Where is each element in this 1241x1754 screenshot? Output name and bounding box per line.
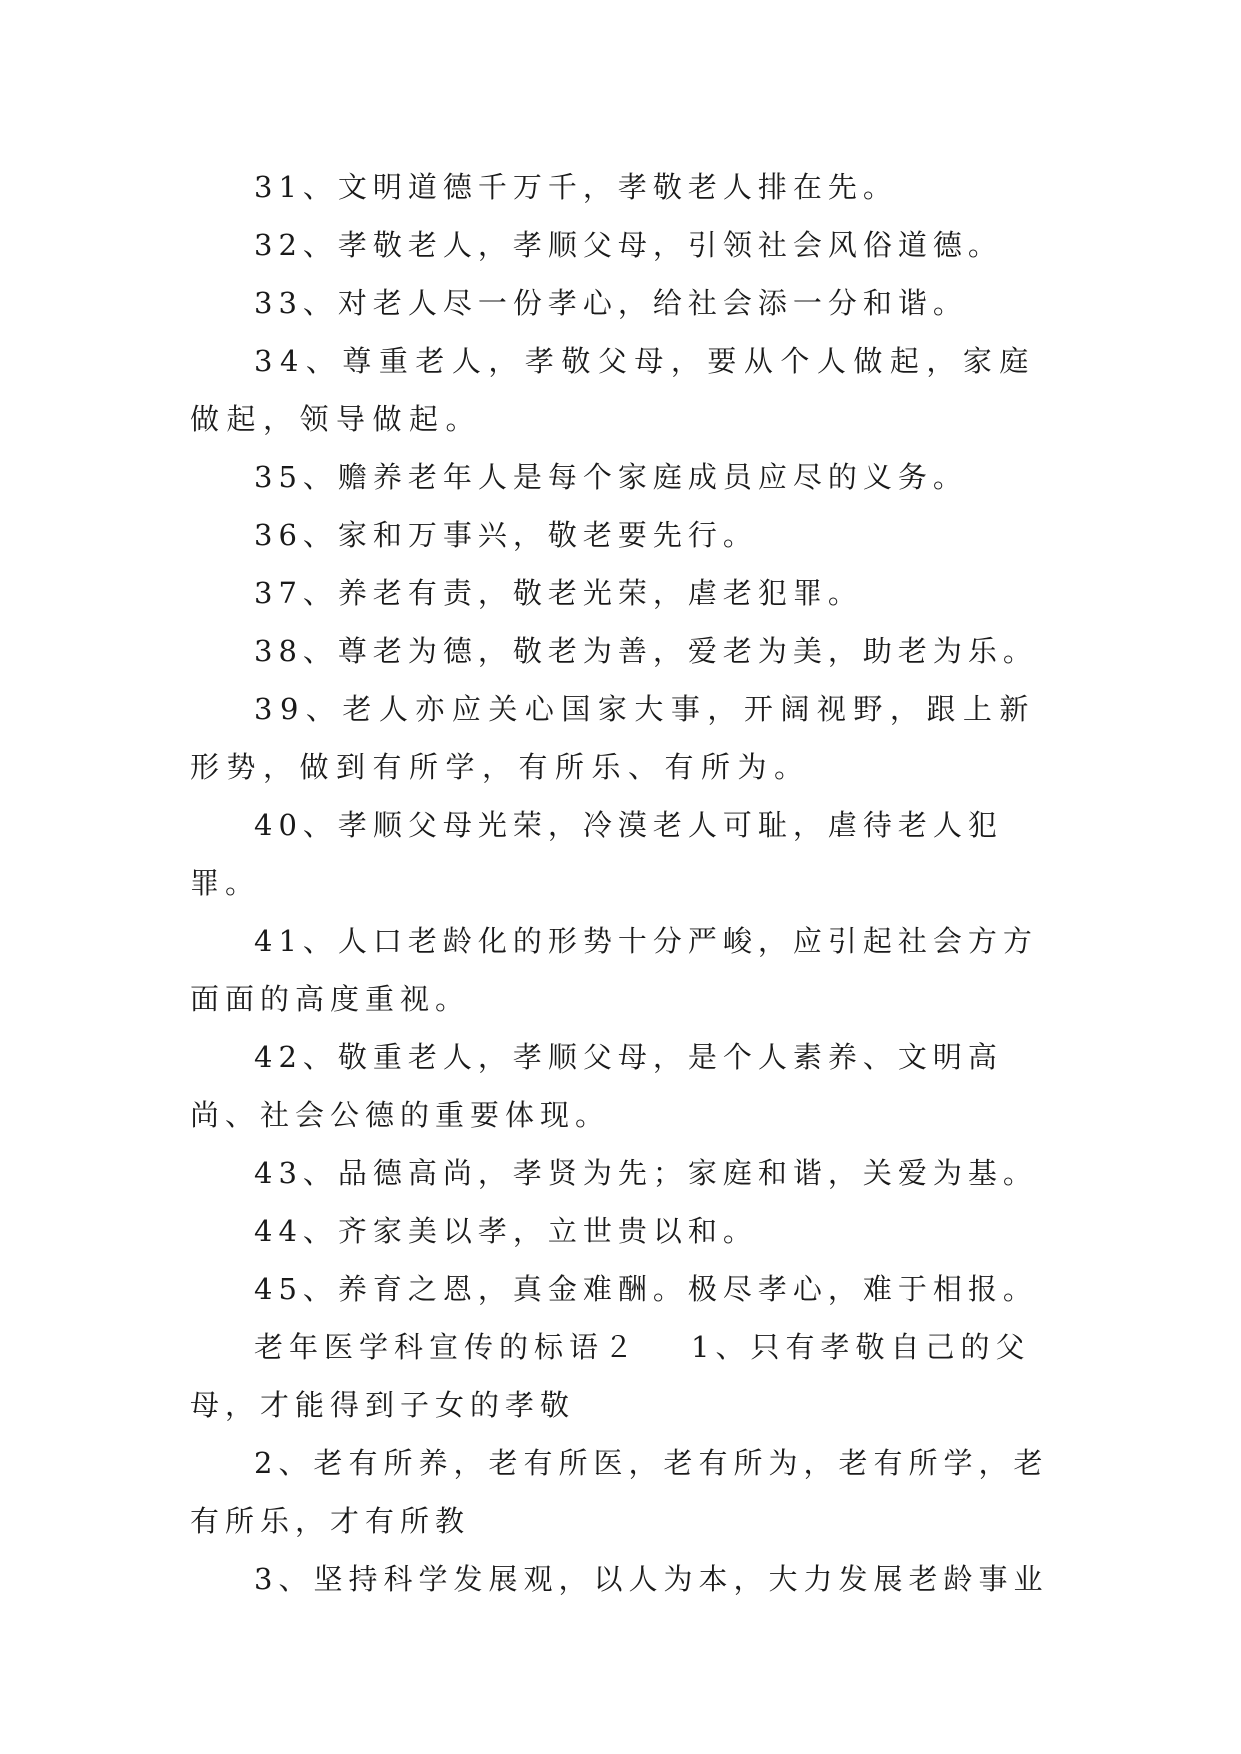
- slogan-41: 41、人口老龄化的形势十分严峻，应引起社会方方面面的高度重视。: [190, 924, 1038, 1016]
- slogan-38: 38、尊老为德，敬老为善，爱老为美，助老为乐。: [254, 634, 1038, 668]
- slogan-36: 36、家和万事兴，敬老要先行。: [254, 518, 758, 552]
- slogan-42: 42、敬重老人，孝顺父母，是个人素养、文明高尚、社会公德的重要体现。: [190, 1040, 1003, 1132]
- section-item-1: 1、只有孝敬自己的父母，才能得到子女的孝敬: [190, 1330, 1031, 1422]
- document-body: [190, 158, 1070, 1608]
- section-item-3: 3、坚持科学发展观，以人为本，大力发展老龄事业: [254, 1562, 1049, 1596]
- slogan-31: 31、文明道德千万千，孝敬老人排在先。: [254, 170, 898, 204]
- slogan-39: 39、老人亦应关心国家大事，开阔视野，跟上新形势，做到有所学，有所乐、有所为。: [190, 692, 1036, 784]
- slogan-43: 43、品德高尚，孝贤为先；家庭和谐，关爱为基。: [254, 1156, 1038, 1190]
- slogan-34: 34、尊重老人，孝敬父母，要从个人做起，家庭做起，领导做起。: [190, 344, 1036, 436]
- slogan-37: 37、养老有责，敬老光荣，虐老犯罪。: [254, 576, 863, 610]
- slogan-40: 40、孝顺父母光荣，冷漠老人可耻，虐待老人犯罪。: [190, 808, 1003, 900]
- slogan-33: 33、对老人尽一份孝心，给社会添一分和谐。: [254, 286, 968, 320]
- section-heading: 老年医学科宣传的标语２: [254, 1330, 640, 1364]
- slogan-32: 32、孝敬老人，孝顺父母，引领社会风俗道德。: [254, 228, 1003, 262]
- slogan-44: 44、齐家美以孝，立世贵以和。: [254, 1214, 758, 1248]
- section-item-2: 2、老有所养，老有所医，老有所为，老有所学，老有所乐，才有所教: [190, 1446, 1049, 1538]
- section-paragraph: [190, 1318, 1070, 1434]
- slogan-35: 35、赡养老年人是每个家庭成员应尽的义务。: [254, 460, 968, 494]
- slogan-45: 45、养育之恩，真金难酬。极尽孝心，难于相报。: [254, 1272, 1038, 1306]
